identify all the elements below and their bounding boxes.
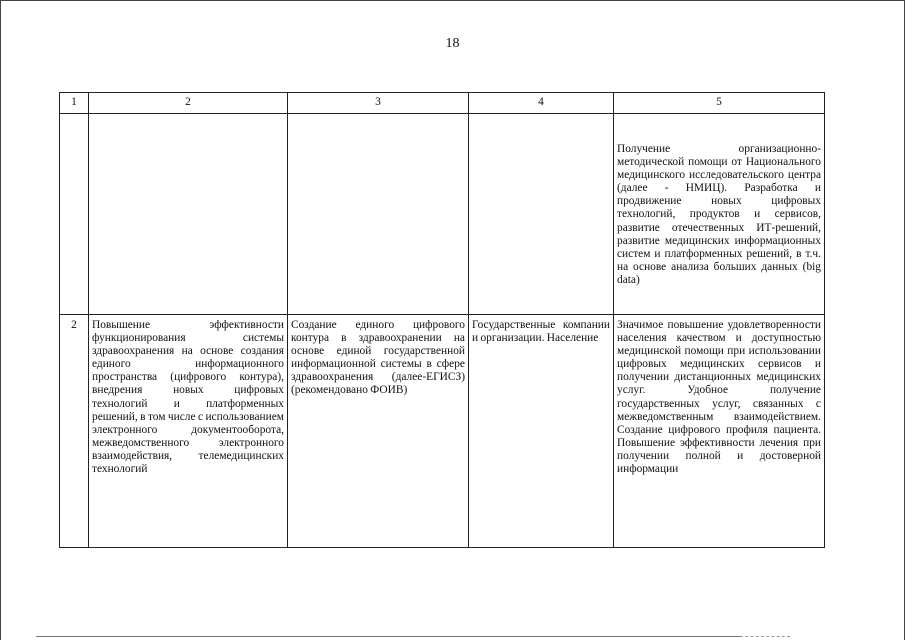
effects-cell: Значимое повышение удовлетворенности населения качеством и доступностью медицинской помощи при использовании цифровых медицинских сервисов и получении дистанционных медицинских услуг. Удобное получение государственных услуг, связанных с межведомственным взаимодействием. Создание цифрового профиля пациента. Повышение эффективности лечения при получении полной и достоверной информации [614,315,825,548]
goal-cell [89,114,288,315]
stakeholders-cell: Государственные компании и организации. Население [469,315,614,548]
goal-cell: Повышение эффективности функционирования системы здравоохранения на основе создания единого информационного пространства (цифрового контура), внедрения новых цифровых технологий и платформенных решений, в том числе с использованием электронного документооборота, межведомственного электронного взаимодействия, телемедицинских технологий [89,315,288,548]
table-row [60,315,825,548]
header-cell-1: 1 [60,93,89,114]
row-number [60,114,89,315]
task-cell: Создание единого цифрового контура в здравоохранении на основе единой государственной информационной системы в сфере здравоохранения (далее-ЕГИСЗ) (рекомендовано ФОИВ) [288,315,469,548]
header-cell-3: 3 [288,93,469,114]
bottom-rule [36,636,741,637]
bottom-rule-dashed [740,636,790,637]
task-cell [288,114,469,315]
stakeholders-cell [469,114,614,315]
table-row [60,114,825,315]
row-number: 2 [60,315,89,548]
document-table [59,92,825,548]
header-cell-5: 5 [614,93,825,114]
page-number: 18 [445,36,460,51]
page-frame-left [0,0,1,640]
table-header-row [60,93,825,114]
page-frame-top [0,0,905,1]
header-cell-4: 4 [469,93,614,114]
effects-cell: Получение организационно-методической помощи от Национального медицинского исследовательского центра (далее - НМИЦ). Разработка и продвижение новых цифровых технологий, продуктов и сервисов, развитие отечественных ИТ-решений, развитие медицинских информационных систем и платформенных решений, в т.ч. на основе анализа больших данных (big data) [614,114,825,315]
header-cell-2: 2 [89,93,288,114]
